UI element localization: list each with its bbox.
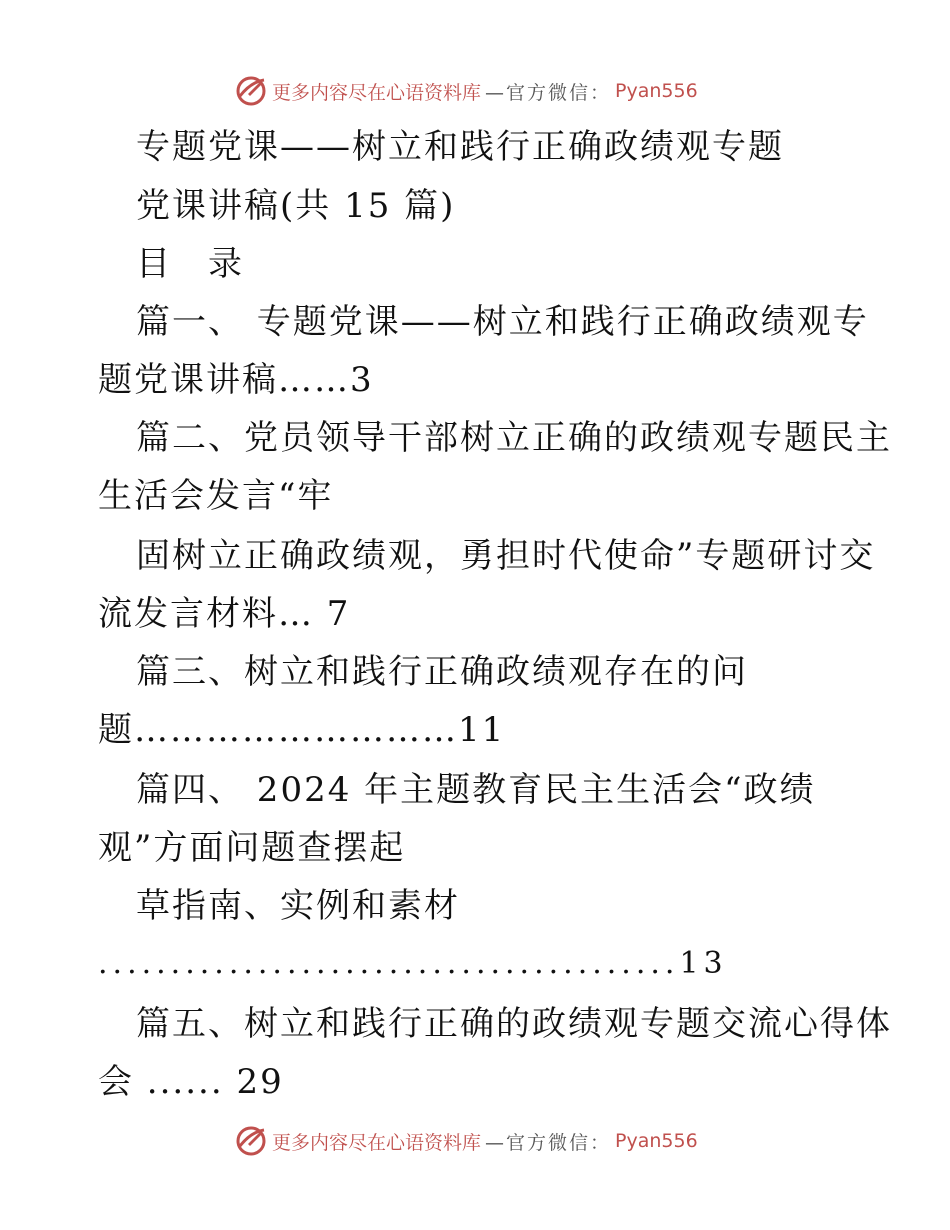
watermark-text: 更多内容尽在心语资料库 [272,81,482,104]
doc-title-line-2: 党课讲稿(共 15 篇) [136,186,456,226]
watermark-id: Pyan556 [615,80,698,102]
toc-entry-4-line-4: ........................................13 [98,946,728,981]
watermark-footer [234,1124,698,1158]
toc-entry-3-line-1: 篇三、树立和践行正确政绩观存在的问 [136,652,748,692]
sun-pen-logo-icon [234,1124,268,1158]
toc-entry-4-line-3: 草指南、实例和素材 [136,886,460,926]
toc-entry-3-line-2: 题………………………11 [98,710,506,750]
watermark-text: 更多内容尽在心语资料库 [272,1131,482,1154]
toc-heading: 目 录 [136,244,244,284]
toc-entry-4-line-2: 观”方面问题查摆起 [98,828,406,868]
toc-entry-2-line-3: 固树立正确政绩观，勇担时代使命”专题研讨交 [136,536,876,576]
toc-entry-5-line-1: 篇五、树立和践行正确的政绩观专题交流心得体 [136,1004,892,1044]
toc-entry-2-line-1: 篇二、党员领导干部树立正确的政绩观专题民主 [136,418,892,458]
doc-title-line-1: 专题党课——树立和践行正确政绩观专题 [136,127,784,167]
toc-entry-1-line-1: 篇一、 专题党课——树立和践行正确政绩观专 [136,302,869,342]
toc-entry-2-line-2: 生活会发言“牢 [98,476,334,516]
toc-entry-4-line-1: 篇四、 2024 年主题教育民主生活会“政绩 [136,770,816,810]
toc-entry-2-line-4: 流发言材料… 7 [98,594,351,634]
toc-entry-5-line-2: 会 ...... 29 [98,1062,284,1102]
toc-entry-1-line-2: 题党课讲稿……3 [98,360,374,400]
watermark-id: Pyan556 [615,1130,698,1152]
watermark-dash: —官方微信： [485,1131,612,1154]
watermark-dash: —官方微信： [485,81,612,104]
